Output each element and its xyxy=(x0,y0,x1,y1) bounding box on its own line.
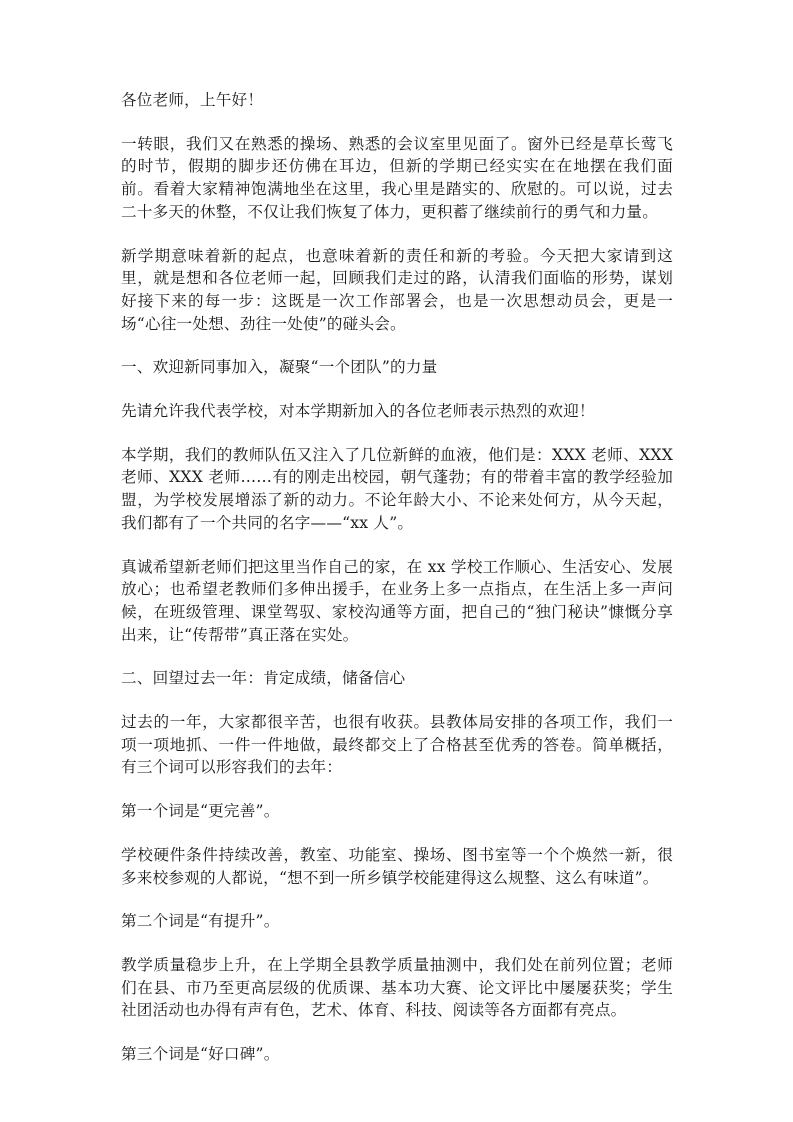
keyword-2: 第二个词是“有提升”。 xyxy=(121,912,280,931)
review-paragraph: 过去的一年，大家都很辛苦，也很有收获。县教体局安排的各项工作，我们一项一项地抓、一件一件地做，最终都交上了合格甚至优秀的答卷。简单概括，有三个词可以形容我们的去年： xyxy=(121,713,673,777)
keyword-1: 第一个词是“更完善”。 xyxy=(121,802,280,821)
purpose-paragraph: 新学期意味着新的起点，也意味着新的责任和新的考验。今天把大家请到这里，就是想和各位老师一起，回顾我们走过的路，认清我们面临的形势，谋划好接下来的每一步：这既是一次工作部署会，也是一次思想动员会，更是一场“心往一处想、劲往一处使”的碰头会。 xyxy=(121,246,673,333)
section-heading-2: 二、回望过去一年：肯定成绩，储备信心 xyxy=(121,669,406,688)
new-teachers-paragraph: 本学期，我们的教师队伍又注入了几位新鲜的血液，他们是：XXX 老师、XXX 老师、XXX 老师……有的刚走出校园，朝气蓬勃；有的带着丰富的教学经验加盟，为学校发展增添了新的动力。不论年龄大小、不论来处何方，从今天起，我们都有了一个共同的名字——“xx 人”。 xyxy=(121,445,673,532)
keyword-3: 第三个词是“好口碑”。 xyxy=(121,1045,280,1064)
welcome-paragraph: 先请允许我代表学校，对本学期新加入的各位老师表示热烈的欢迎！ xyxy=(121,402,595,421)
mentoring-paragraph: 真诚希望新老师们把这里当作自己的家，在 xx 学校工作顺心、生活安心、发展放心；也希望老教师们多伸出援手，在业务上多一点指点，在生活上多一声问候，在班级管理、课堂驾驭、家校沟通等方面，把自己的“独门秘诀”慷慨分享出来，让“传帮带”真正落在实处。 xyxy=(121,557,673,644)
section-heading-1: 一、欢迎新同事加入，凝聚“一个团队”的力量 xyxy=(121,358,438,377)
keyword-1-paragraph: 学校硬件条件持续改善，教室、功能室、操场、图书室等一个个焕然一新，很多来校参观的人都说，“想不到一所乡镇学校能建得这么规整、这么有味道”。 xyxy=(121,845,673,887)
intro-paragraph: 一转眼，我们又在熟悉的操场、熟悉的会议室里见面了。窗外已经是草长莺飞的时节，假期的脚步还仿佛在耳边，但新的学期已经实实在在地摆在我们面前。看着大家精神饱满地坐在这里，我心里是踏实的、欣慰的。可以说，过去二十多天的休整，不仅让我们恢复了体力，更积蓄了继续前行的勇气和力量。 xyxy=(121,134,673,221)
salutation: 各位老师，上午好！ xyxy=(121,91,264,109)
keyword-2-paragraph: 教学质量稳步上升，在上学期全县教学质量抽测中，我们处在前列位置；老师们在县、市乃至更高层级的优质课、基本功大赛、论文评比中屡屡获奖；学生社团活动也办得有声有色，艺术、体育、科技、阅读等各方面都有亮点。 xyxy=(121,955,673,1020)
document-page xyxy=(121,89,673,1087)
